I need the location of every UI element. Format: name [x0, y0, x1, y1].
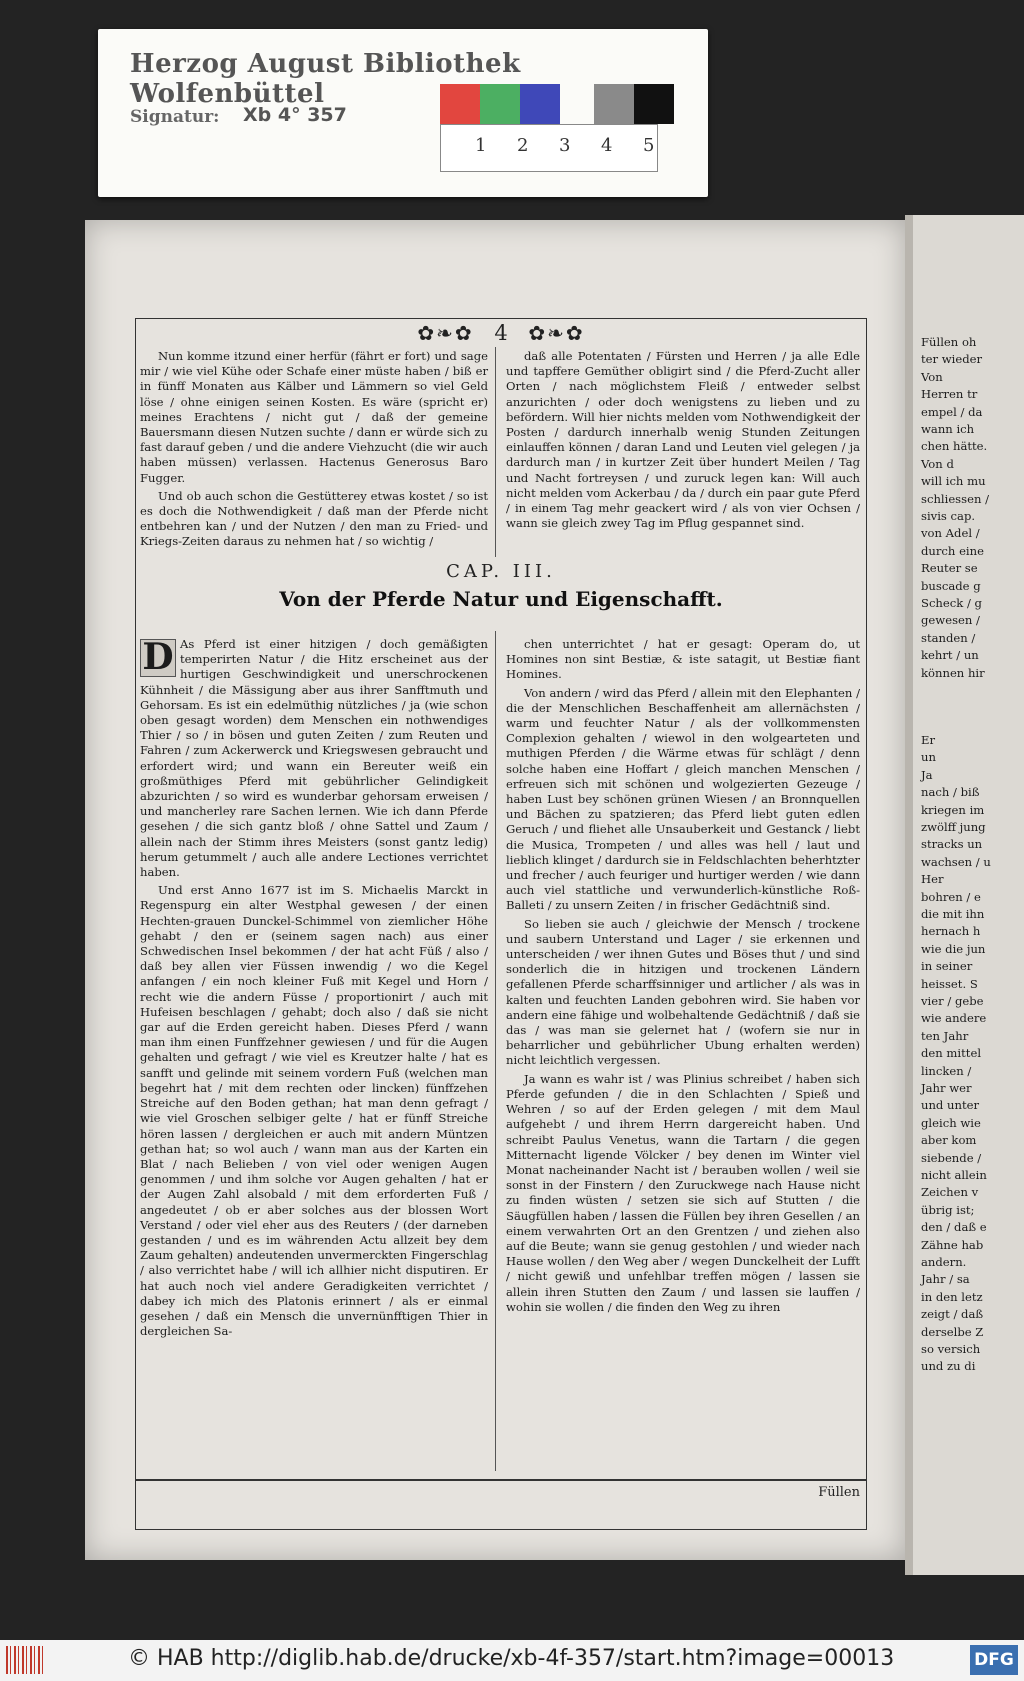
next-page-line: lincken / [921, 1063, 972, 1078]
paragraph-text: Ja wann es wahr ist / was Plinius schreibet / haben sich Pferde gefunden / die in den Schlachten / Spieß und Wehren / so auf der Erden gelegen / mit dem Maul aufgehebt / und ihrem Herrn dargereicht haben. Und schreibt Paulus Venetus, wann die Tartarn / die gegen Mitternacht ligende Völcker / bey denen im Winter viel Monat nacheinander Nacht ist / berauben wollen / weil sie sonst in der Finstern / den Zuruckwege nach Hause nicht zu finden wüsten / setzen sie sich auf Stutten / die Säugfüllen haben / lassen die Füllen bey ihren Gesellen / an einem verwahrten Ort an den Grentzen / und ziehen also auf die Beute; wann sie genug gestohlen / und wieder nach Hause wollen / den Weg aber / wegen Dunckelheit der Lufft / nicht gewiß und unfehlbar treffen mögen / lassen sie allein ihren Stutten den Zaum / und lassen sie lauffen / wohin sie wollen / die finden den Weg zu ihren [506, 1071, 860, 1314]
color-swatch [594, 84, 634, 124]
next-page-line: vier / gebe [921, 994, 984, 1008]
drop-cap: D [140, 639, 176, 677]
paragraph-text: Und erst Anno 1677 ist im S. Michaelis Marckt in Regenspurg ein alter Westphal gewesen / der einen Hechten-grauen Dunckel-Schimmel von ziemlicher Höhe gehabt / den er (seinem sagen nach) aus einer Schwedischen Insel bekommen / der hat acht Füß / also / daß bey allen vier Füssen inwendig / wo die Kegel anfangen / ein noch kleiner Fuß mit Kegel und Horn / recht wie die andern Füsse / proportionirt / auch mit Hufeisen beschlagen / gehabt; doch also / daß sie nicht gar auf die Erden gereicht haben. Dieses Pferd / wann man ihm einen Funffzehner gewiesen / und für die Augen gehalten und gefragt / wie viel es Kreutzer halte / hat es sanfft und gelinde mit seinem vordern Fuß (welchen man begehrt hat / mit dem rechten oder lincken) fünffzehen Streiche auf den Boden gethan; hat man denn gefragt / wie viel Groschen selbiger gelte / hat er fünff Streiche hören lassen / dergleichen er auch mit andern Müntzen gethan hat; so wol auch / wann man aus der Karten ein Blat / nach Belieben / von viel oder wenigen Augen genommen / und ihm solche vor Augen gehalten / hat er der Augen Zahl alsobald / mit dem erforderten Fuß / angedeutet / ob er aber solches aus der blossen Wort Verstand / oder viel eher aus des Reuters / (der darneben gestanden / und es im währenden Actu allzeit bey dem Zaum gehalten) andeutenden unvermerckten Fingerschlag / also verrichtet habe / will ich allhier nicht disputiren. Er hat auch noch viel andere Geradigkeiten verrichtet / dabey ich mich des Platonis erinnert / als er einmal gesehen / daß ein Mensch die unvernünfftigen Thier in dergleichen Sa- [140, 883, 488, 1339]
next-page-line: die mit ihn [921, 907, 985, 921]
next-page-line: den / daß e [921, 1220, 987, 1235]
library-title: Herzog August Bibliothek Wolfenbüttel [130, 49, 521, 109]
next-page-line: Scheck / g [921, 596, 982, 610]
copyright-url[interactable]: © HAB http://diglib.hab.de/drucke/xb-4f-357/start.htm?image=00013 [128, 1646, 895, 1671]
next-page-line: nach / biß [921, 785, 980, 800]
next-page-line: Reuter se [921, 561, 978, 576]
bottom-rule [136, 1479, 866, 1481]
paragraph [506, 1072, 860, 1315]
page-number: 4 [494, 321, 508, 345]
next-page-line: durch eine [921, 543, 984, 558]
next-page-line: andern. [921, 1255, 967, 1269]
next-page-line: Herren tr [921, 387, 978, 402]
color-swatch [520, 84, 560, 124]
next-page-line: schliessen / [921, 491, 990, 506]
next-page-line: in seiner [921, 959, 973, 974]
next-page-line: wann ich [921, 422, 975, 436]
paragraph-text: As Pferd ist einer hitzigen / doch gemäßigten temperirten Natur / die Hitz erscheinet aus der hurtigen Geschwindigkeit und unerschrockenen Kühnheit / die Mässigung aber aus ihrer Sanfftmuth und Gehorsam. Es ist ein edelmüthig nützliches / ja (wie schon oben gesagt worden) dem Menschen ein nothwendiges Thier / so / in bösen und guten Zeiten / zum Reuten und Fahren / zum Ackerwerck und Kriegswesen gebraucht und erfordert wird; und wann ein Bereuter weiß ein großmüthiges Pferd mit gebührlicher Gelindigkeit abzurichten / so wird es wunderbar gehorsam erweisen / und mancherley rare Sachen lernen. Wie ich dann Pferde gesehen / die sich gantz bloß / ohne Sattel und Zaum / allein nach der Stimm ihres Meisters (sonst gantz ledig) herum getummelt / auch alle andere Lectiones verrichtet haben. [140, 637, 488, 880]
next-page-line: Her [921, 872, 944, 887]
dfg-logo[interactable]: DFG [970, 1645, 1018, 1675]
chapter-title: Von der Pferde Natur und Eigenschafft. [279, 587, 723, 611]
page-header [136, 321, 866, 345]
ruler-mark: 2 [517, 135, 529, 156]
paragraph [506, 686, 860, 914]
next-page-line: kehrt / un [921, 648, 979, 663]
next-page-line: standen / [921, 630, 976, 645]
next-page-line: kriegen im [921, 802, 985, 817]
library-label [98, 29, 708, 197]
paragraph-text: Von andern / wird das Pferd / allein mit den Elephanten / die der Menschlichen Beschaffenheit am allernächsten / warm und feuchter Natur / als der vollkommensten Complexion gehalten / wiewol in den wolgearteten und muthigen Pferden / die Wärme etwas für schlägt / denn solche haben eine Hoffart / gleich manchen Menschen / erfreuen sich mit schönen und wolgezierten Gezeuge / haben Lust bey schönen grünen Wiesen / an Bronnquellen und Bächen zu spatzieren; das Pferd liebt guten edlen Geruch / und fliehet alle Unsauberkeit und Gestanck / liebt die Musica, Trompeten / und alles was hell / laut und lieblich klinget / dardurch sie in Feldschlachten beherhtzter und frecher / auch feuriger und hurtiger werden / wie dann auch viel stattliche und verwunderlich-künstliche Roß-Balleti / zu unsern Zeiten / in frischer Gedächtniß sind. [506, 685, 860, 913]
next-page-line: von Adel / [921, 526, 980, 541]
next-page-line: Von d [921, 456, 954, 471]
barcode-icon [6, 1646, 46, 1674]
next-page-line: aber kom [921, 1133, 977, 1148]
ornament-left-icon: ✿❧✿ [417, 321, 474, 345]
color-swatch [480, 84, 520, 124]
next-page-edge [905, 215, 1024, 1575]
next-page-line: Ja [921, 767, 933, 782]
ruler-mark: 4 [601, 135, 613, 156]
next-page-line: Von [921, 369, 943, 384]
right-column-bottom [506, 637, 860, 1318]
paragraph [506, 349, 860, 531]
paragraph-text: Nun komme itzund einer herfür (fährt er fort) und sage mir / wie viel Kühe oder Schafe einer müste haben / biß er in fünff Monaten aus Kälber und Lämmern so viel Geld löse / ohne einigen seinen Kosten. Es wäre (spricht er) meines Erachtens / nicht gut / daß der gemeine Bauersmann diesen Nutzen suchte / dann er würde sich zu fast darauf geben / und die andere Viehzucht (die wir auch haben müssen) verlassen. Hactenus Generosus Baro Fugger. [140, 349, 488, 485]
next-page-line: Zähne hab [921, 1237, 984, 1252]
paragraph-text: chen unterrichtet / hat er gesagt: Operam do, ut Homines non sint Bestiæ, & iste satagit, ut Bestiæ fiant Homines. [506, 637, 860, 682]
next-page-line: heisset. S [921, 976, 978, 991]
paragraph [506, 637, 860, 683]
next-page-line: derselbe Z [921, 1324, 984, 1339]
left-column-top [140, 349, 488, 553]
next-page-line: und zu di [921, 1359, 976, 1374]
next-page-line: stracks un [921, 837, 983, 852]
right-column-top [506, 349, 860, 534]
next-page-line: zeigt / daß [921, 1307, 984, 1322]
next-page-line: ten Jahr [921, 1028, 969, 1043]
next-page-line: will ich mu [921, 474, 986, 489]
left-column-bottom [140, 637, 488, 1342]
paragraph-text: So lieben sie auch / gleichwie der Mensch / trockene und saubern Unterstand und Lager / sie erkennen und unterscheiden / wer ihnen Gutes und Böses thut / und sind sonderlich die in hitzigen und trockenen Ländern gefallenen Pferde scharffsinniger und artlicher / als was in kalten und feuchten Landen gebohren wird. Sie haben vor andern eine fähige und wolbehaltende Gedächtniß / daß sie das / was man sie gelernet hat / (wofern sie nur in beharrlicher und gebührlicher Ubung erhalten werden) nicht leichtlich vergessen. [506, 916, 860, 1068]
ruler-mark: 5 [643, 135, 655, 156]
next-page-line: empel / da [921, 404, 983, 419]
next-page-line: Füllen oh [921, 335, 977, 349]
paragraph [506, 917, 860, 1069]
paragraph [140, 883, 488, 1339]
next-page-line: wachsen / u [921, 854, 991, 869]
next-page-line: ter wieder [921, 352, 983, 367]
next-page-line: zwölff jung [921, 820, 986, 834]
next-page-line: buscade g [921, 578, 981, 593]
ornament-right-icon: ✿❧✿ [528, 321, 585, 345]
column-divider [495, 631, 496, 1471]
signatur-label: Signatur: [130, 107, 220, 127]
next-page-line: sivis cap. [921, 509, 976, 523]
ruler-mark: 1 [475, 135, 487, 156]
paragraph [140, 637, 488, 880]
next-page-line: un [921, 750, 936, 765]
paragraph [140, 489, 488, 550]
viewer-footer [0, 1640, 1024, 1681]
color-swatch [440, 84, 480, 124]
next-page-line: nicht allein [921, 1168, 987, 1182]
scale-ruler [440, 124, 658, 172]
next-page-line: in den letz [921, 1289, 983, 1304]
next-page-line: bohren / e [921, 889, 981, 904]
next-page-line: Zeichen v [921, 1185, 979, 1200]
next-page-line: gleich wie [921, 1115, 981, 1130]
paragraph [140, 349, 488, 486]
next-page-line: siebende / [921, 1150, 982, 1165]
column-divider [495, 347, 496, 557]
book-page [85, 220, 905, 1560]
signatur-value: Xb 4° 357 [243, 104, 347, 126]
next-page-line: gewesen / [921, 613, 980, 628]
next-page-line: Er [921, 733, 936, 747]
page-frame [135, 318, 867, 1530]
next-page-line: hernach h [921, 924, 981, 939]
next-page-line: wie andere [921, 1011, 987, 1026]
chapter-label: CAP. III. [446, 561, 556, 582]
paragraph-text: daß alle Potentaten / Fürsten und Herren / ja alle Edle und tapffere Gemüther obligirt sind / die Pferd-Zucht aller Orten / nach möglichstem Fleiß / entweder selbst anzurichten / oder doch wenigstens zu lieben und zu befördern. Will hier nichts melden vom Nothwendigkeit der Posten / dardurch innerhalb wenig Stunden Zeitungen einlauffen können / daran Land und Leuten viel gelegen / ja dardurch man / in kurtzer Zeit über hundert Meilen / Tag und Nacht fortreysen / und zuruck legen kan: Will auch nicht melden vom Ackerbau / da / durch ein paar gute Pferd / in einem Tag mehr geackert wird / als von vier Ochsen / wann sie gleich zwey Tag im Pflug gespannet sind. [506, 349, 860, 531]
next-page-line: können hir [921, 665, 985, 680]
next-page-line: übrig ist; [921, 1202, 975, 1217]
next-page-line: den mittel [921, 1046, 982, 1061]
next-page-line: so versich [921, 1342, 981, 1356]
catchword: Füllen [818, 1485, 860, 1500]
ruler-mark: 3 [559, 135, 571, 156]
next-page-line: wie die jun [921, 941, 986, 956]
next-page-line: chen hätte. [921, 439, 988, 454]
next-page-line: und unter [921, 1098, 980, 1113]
next-page-line: Jahr wer [921, 1081, 972, 1095]
next-page-line: Jahr / sa [921, 1272, 970, 1287]
paragraph-text: Und ob auch schon die Gestütterey etwas kostet / so ist es doch die Nothwendigkeit / daß man der Pferde nicht entbehren kan / und der Nutzen / den man zu Fried- und Kriegs-Zeiten daraus zu nehmen hat / so wichtig / [140, 488, 488, 549]
color-swatch [634, 84, 674, 124]
